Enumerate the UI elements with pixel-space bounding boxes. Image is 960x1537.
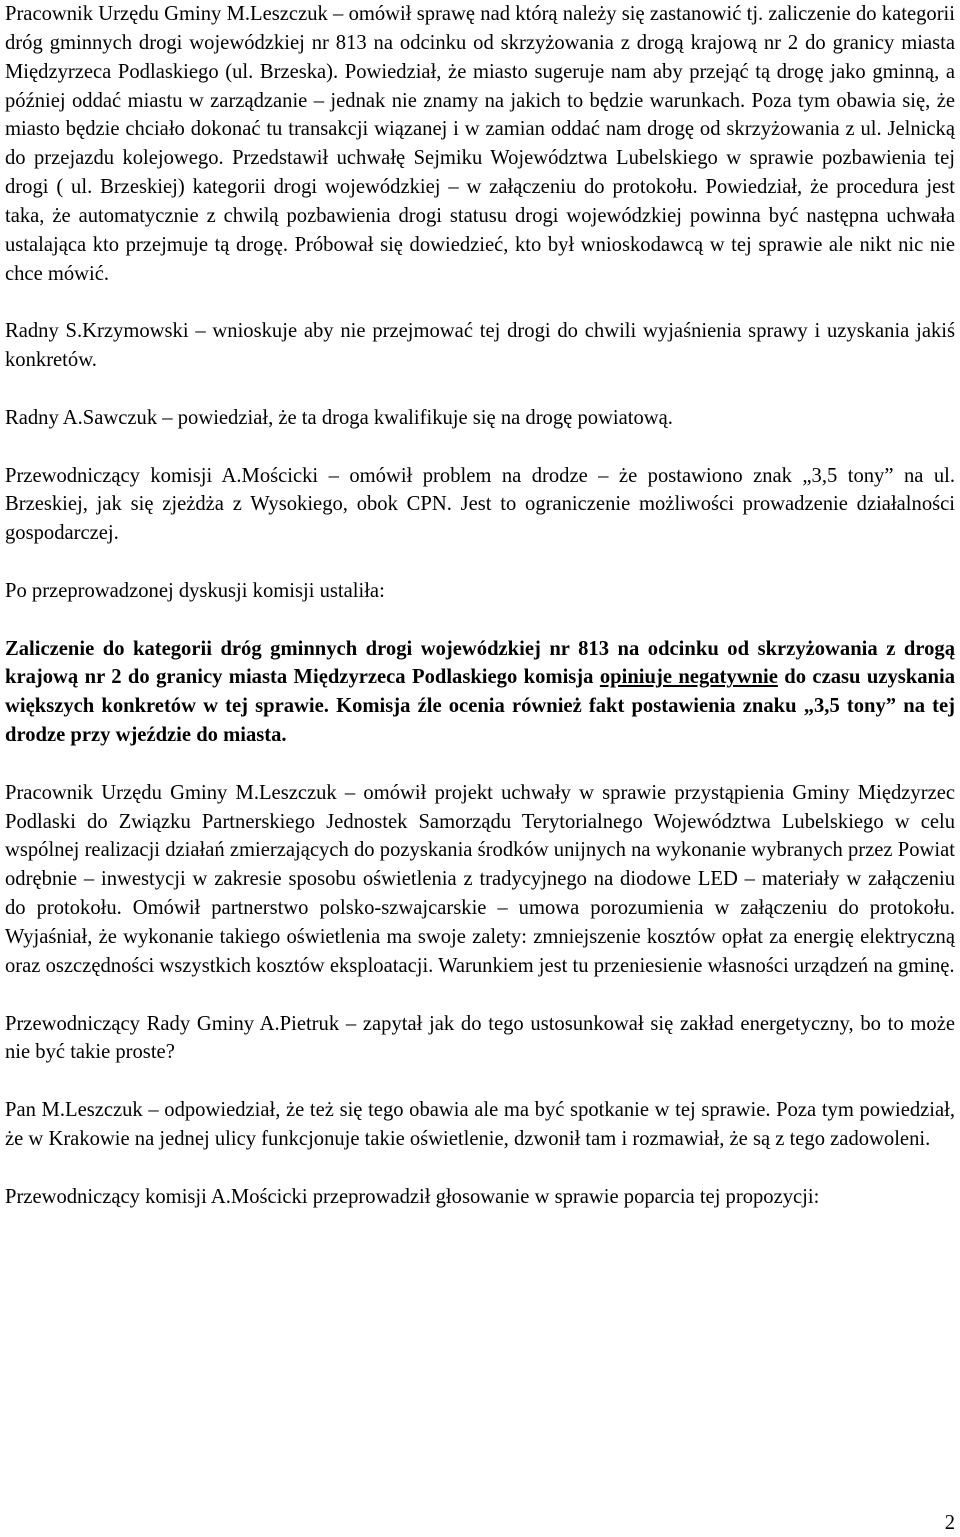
decision-text-part1: Zaliczenie do kategorii dróg gminnych drogi wojewódzkiej nr 813 na odcinku od skrzyżowania z drogą krajową nr 2 do granicy miasta Międzyrzeca Podlaskiego komisja — [5, 637, 955, 689]
paragraph-gap — [5, 433, 955, 462]
paragraph-gap — [5, 288, 955, 317]
paragraph-gap — [5, 1067, 955, 1096]
paragraph-gap — [5, 750, 955, 779]
paragraph-moscicki-vote: Przewodniczący komisji A.Mościcki przeprowadził głosowanie w sprawie poparcia tej propozycji: — [5, 1185, 820, 1208]
document-page — [5, 0, 955, 1211]
decision-paragraph — [5, 635, 955, 750]
paragraph-gap — [5, 1154, 955, 1183]
paragraph-pietruk: Przewodniczący Rady Gminy A.Pietruk – zapytał jak do tego ustosunkował się zakład energetyczny, bo to może nie być takie proste? — [5, 1012, 955, 1064]
decision-underlined-text: opiniuje negatywnie — [599, 666, 778, 689]
paragraph-leszczuk-led: Pracownik Urzędu Gminy M.Leszczuk – omówił projekt uchwały w sprawie przystąpienia Gminy Międzyrzec Podlaski do Związku Partnerskiego Jednostek Samorządu Terytorialnego Województwa Lubelskiego w celu wspólnej realizacji działań zmierzających do pozyskania środków unijnych na wykonanie wybranych przez Powiat odrębnie – inwestycji w zakresie sposobu oświetlenia z tradycyjnego na diodowe LED – materiały w załączeniu do protokołu. Omówił partnerstwo polsko-szwajcarskie – umowa porozumienia w załączeniu do protokołu. Wyjaśniał, że wykonanie takiego oświetlenia ma swoje zalety: zmniejszenie kosztów opłat za energię elektryczną oraz oszczędności wszystkich kosztów eksploatacji. Warunkiem jest tu przeniesienie własności urządzeń na gminę. — [5, 781, 955, 977]
paragraph-krzymowski: Radny S.Krzymowski – wnioskuje aby nie przejmować tej drogi do chwili wyjaśnienia sprawy i uzyskania jakiś konkretów. — [5, 320, 955, 372]
paragraph-gap — [5, 981, 955, 1010]
paragraph-gap — [5, 548, 955, 577]
page-number: 2 — [944, 1512, 955, 1534]
paragraph-discussion-result: Po przeprowadzonej dyskusji komisji ustaliła: — [5, 579, 385, 602]
paragraph-gap — [5, 375, 955, 404]
paragraph-leszczuk-road: Pracownik Urzędu Gminy M.Leszczuk – omówił sprawę nad którą należy się zastanowić tj. zaliczenie do kategorii dróg gminnych drogi wojewódzkiej nr 813 na odcinku od skrzyżowania z drogą krajową nr 2 do granicy miasta Międzyrzeca Podlaskiego (ul. Brzeska). Powiedział, że miasto sugeruje nam aby przejąć tą drogę jako gminną, a później oddać miastu w zarządzanie – jednak nie znamy na jakich to będzie warunkach. Poza tym obawia się, że miasto będzie chciało dokonać tu transakcji wiązanej i w zamian oddać nam drogę od skrzyżowania z ul. Jelnicką do przejazdu kolejowego. Przedstawił uchwałę Sejmiku Województwa Lubelskiego w sprawie pozbawienia tej drogi ( ul. Brzeskiej) kategorii drogi wojewódzkiej – w załączeniu do protokołu. Powiedział, że procedura jest taka, że automatycznie z chwilą pozbawienia drogi statusu drogi wojewódzkiej powinna być następna uchwała ustalająca kto przejmuje tą drogę. Próbował się dowiedzieć, kto był wnioskodawcą w tej sprawie ale nikt nic nie chce mówić. — [5, 3, 955, 285]
decision-text-part2: do czasu uzyskania większych konkretów w tej sprawie. Komisja źle ocenia również fakt postawienia znaku „3,5 tony” na tej drodze przy wjeździe do miasta. — [5, 666, 956, 747]
paragraph-sawczuk: Radny A.Sawczuk – powiedział, że ta droga kwalifikuje się na drogę powiatową. — [5, 406, 673, 429]
paragraph-gap — [5, 606, 955, 635]
paragraph-leszczuk-answer: Pan M.Leszczuk – odpowiedział, że też się tego obawia ale ma być spotkanie w tej sprawie. Poza tym powiedział, że w Krakowie na jednej ulicy funkcjonuje takie oświetlenie, dzwonił tam i rozmawiał, że są z tego zadowoleni. — [5, 1099, 955, 1150]
paragraph-moscicki-sign: Przewodniczący komisji A.Mościcki – omówił problem na drodze – że postawiono znak „3,5 tony” na ul. Brzeskiej, jak się zjeżdża z Wysokiego, obok CPN. Jest to ograniczenie możliwości prowadzenie działalności gospodarczej. — [5, 464, 955, 545]
